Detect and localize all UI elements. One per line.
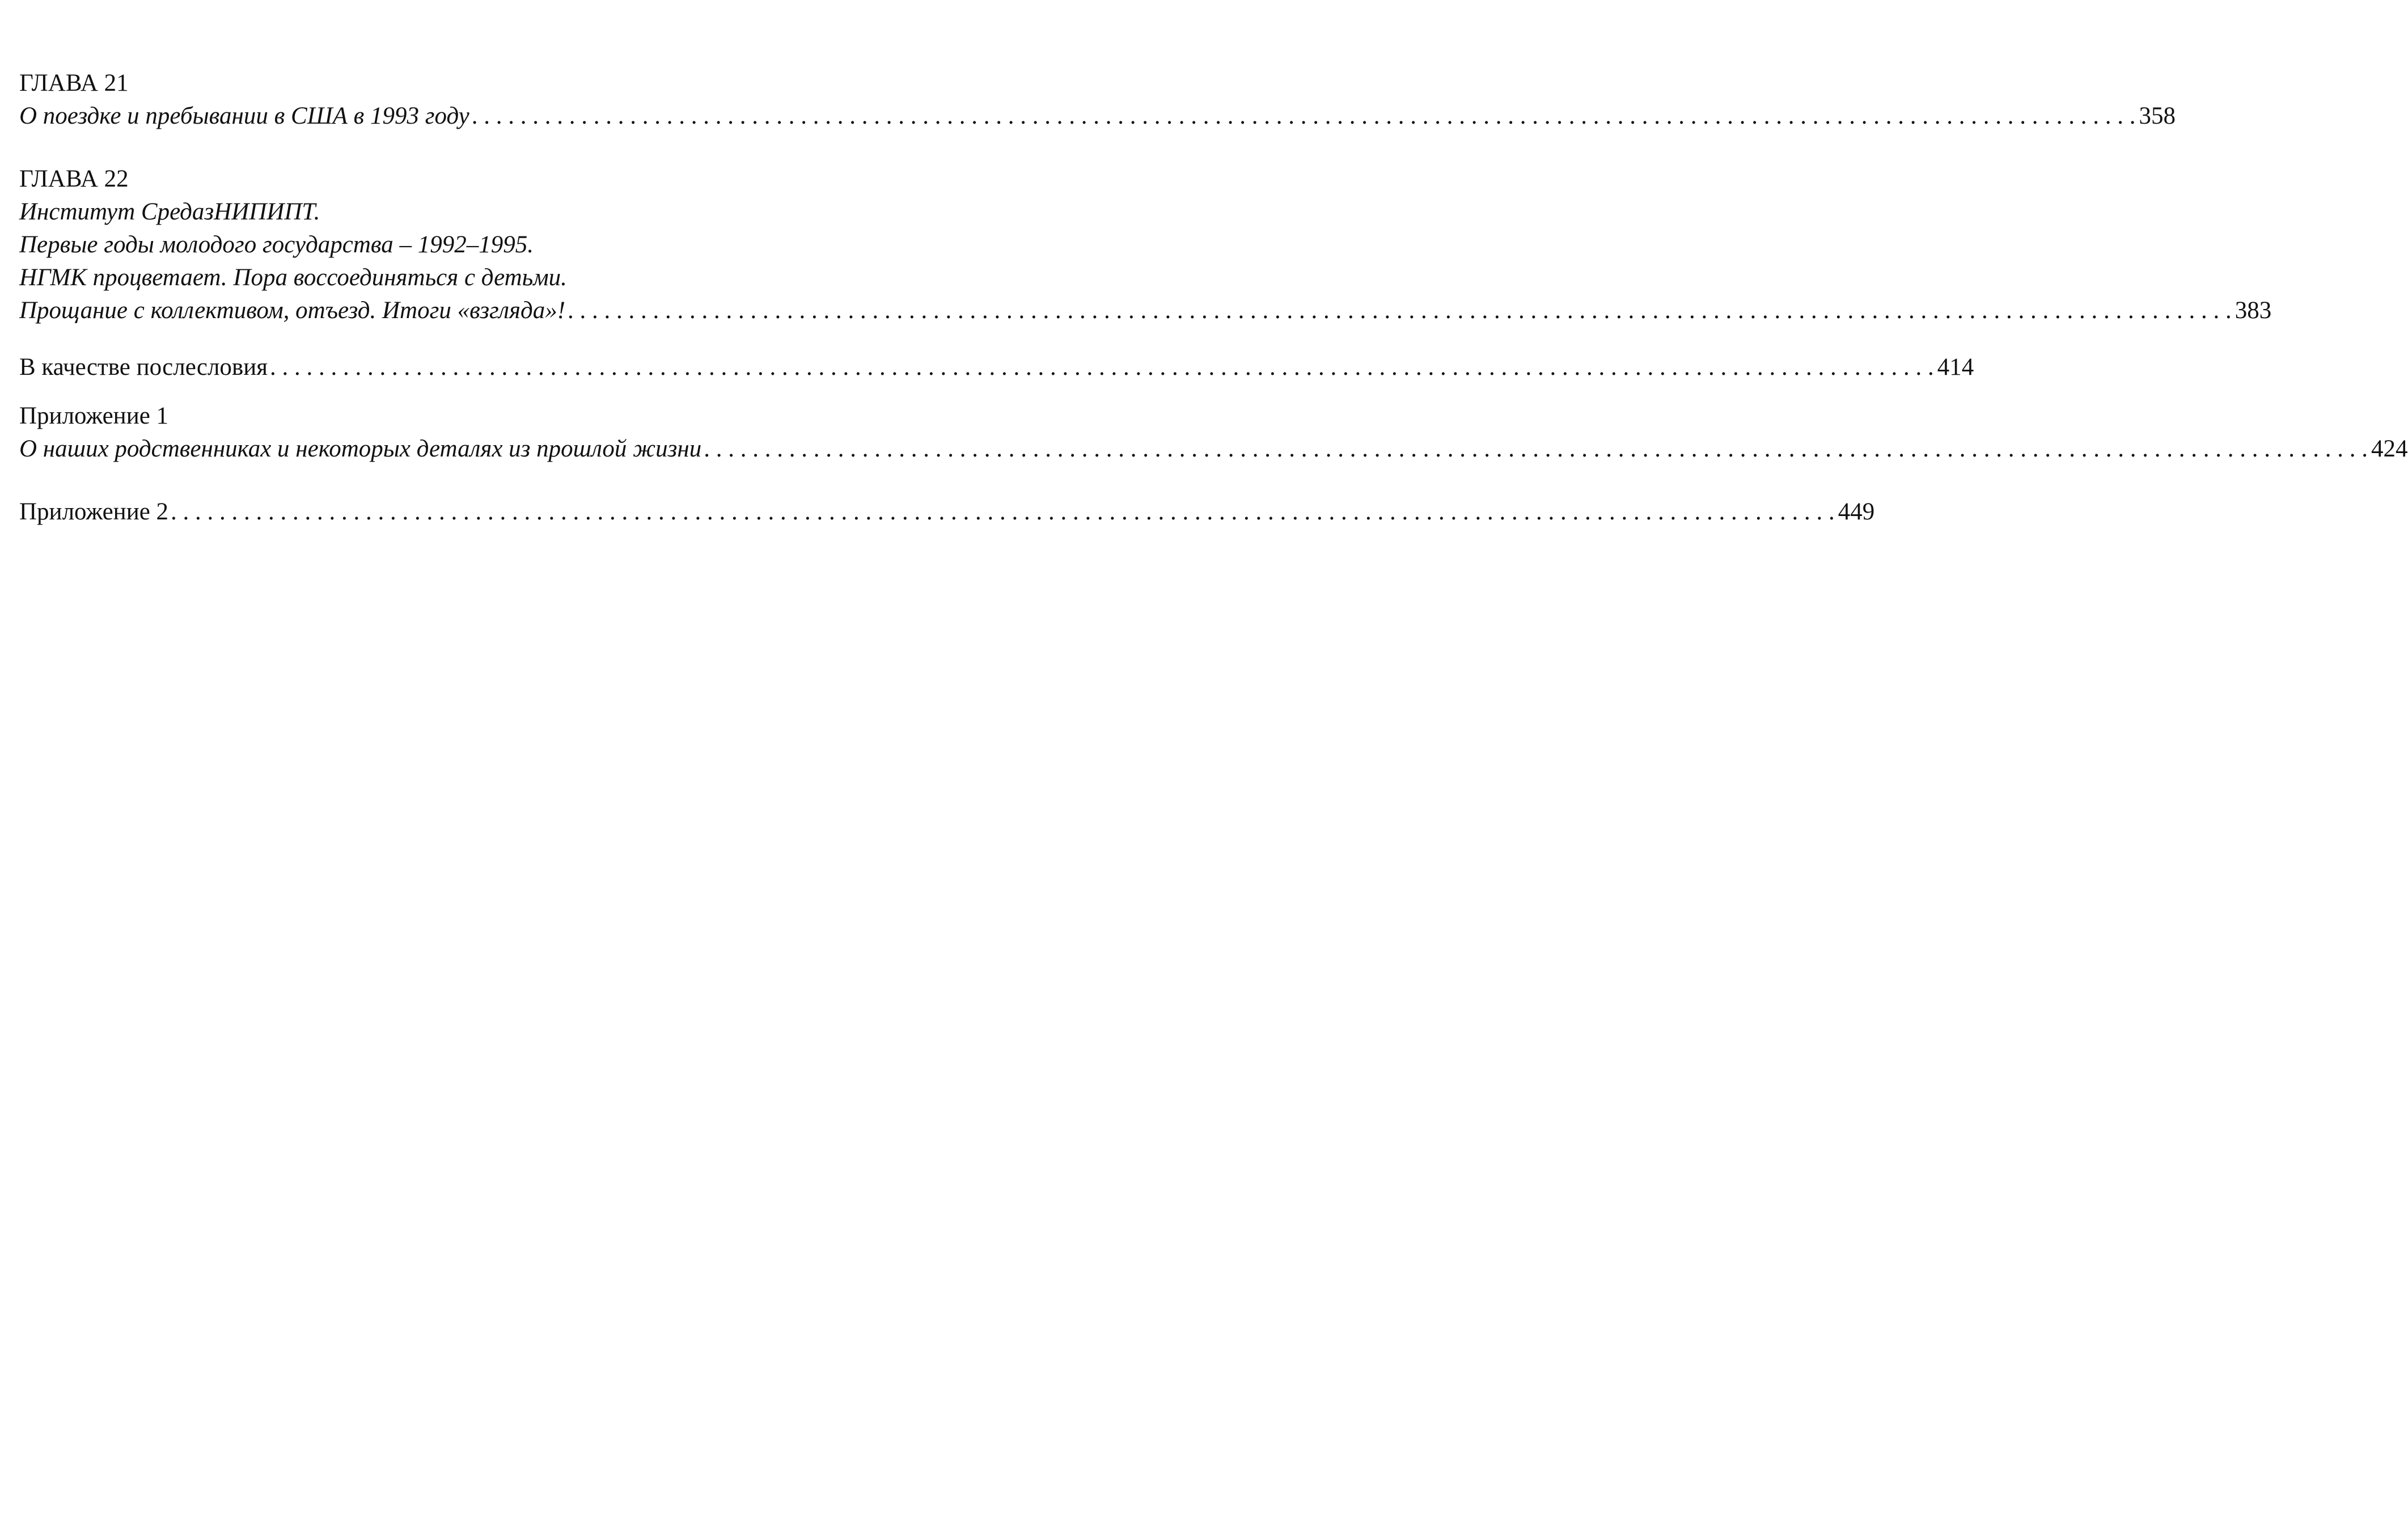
chapter-21-heading: ГЛАВА 21 [19, 70, 129, 96]
chapter-22-page: 383 [2235, 297, 2272, 324]
dot-leader [568, 294, 2232, 327]
chapter-22-subtitle-1: Институт СредазНИПИПТ. [19, 198, 320, 225]
chapter-22-line-3 [19, 261, 887, 294]
appendix-1-title: О наших родственниках и некоторых деталях из прошлой жизни [19, 435, 702, 462]
dot-leader [171, 496, 1835, 528]
chapter-21-page: 358 [2139, 103, 2176, 129]
chapter-22-subtitle-2: Первые годы молодого государства – 1992–1995. [19, 231, 534, 258]
chapter-22-line-2 [19, 229, 887, 261]
table-of-contents [19, 67, 2408, 528]
chapter-22-subtitle-3: НГМК процветает. Пора воссоединяться с детьми. [19, 264, 567, 291]
appendix-2-page: 449 [1838, 498, 1875, 525]
appendix-2-entry[interactable] [19, 496, 1875, 528]
chapter-22-entry[interactable] [19, 294, 2272, 327]
chapter-22-heading: ГЛАВА 22 [19, 166, 129, 192]
afterword-entry[interactable] [19, 351, 1974, 384]
dot-leader [704, 433, 2368, 466]
appendix-1-page: 424 [2371, 435, 2408, 462]
chapter-22-line-1 [19, 196, 887, 229]
afterword-page: 414 [1937, 354, 1974, 380]
appendix-1-heading: Приложение 1 [19, 403, 169, 429]
dot-leader [270, 351, 1934, 384]
chapter-21-title: О поездке и пребывании в США в 1993 году [19, 103, 469, 129]
afterword-title: В качестве послесловия [19, 354, 268, 380]
appendix-2-title: Приложение 2 [19, 498, 169, 525]
appendix-1-entry[interactable] [19, 433, 2408, 466]
chapter-21-entry[interactable] [19, 100, 2176, 133]
chapter-22-subtitle-4: Прощание с коллективом, отъезд. Итоги «взгляда»! [19, 297, 566, 324]
dot-leader [472, 100, 2136, 133]
